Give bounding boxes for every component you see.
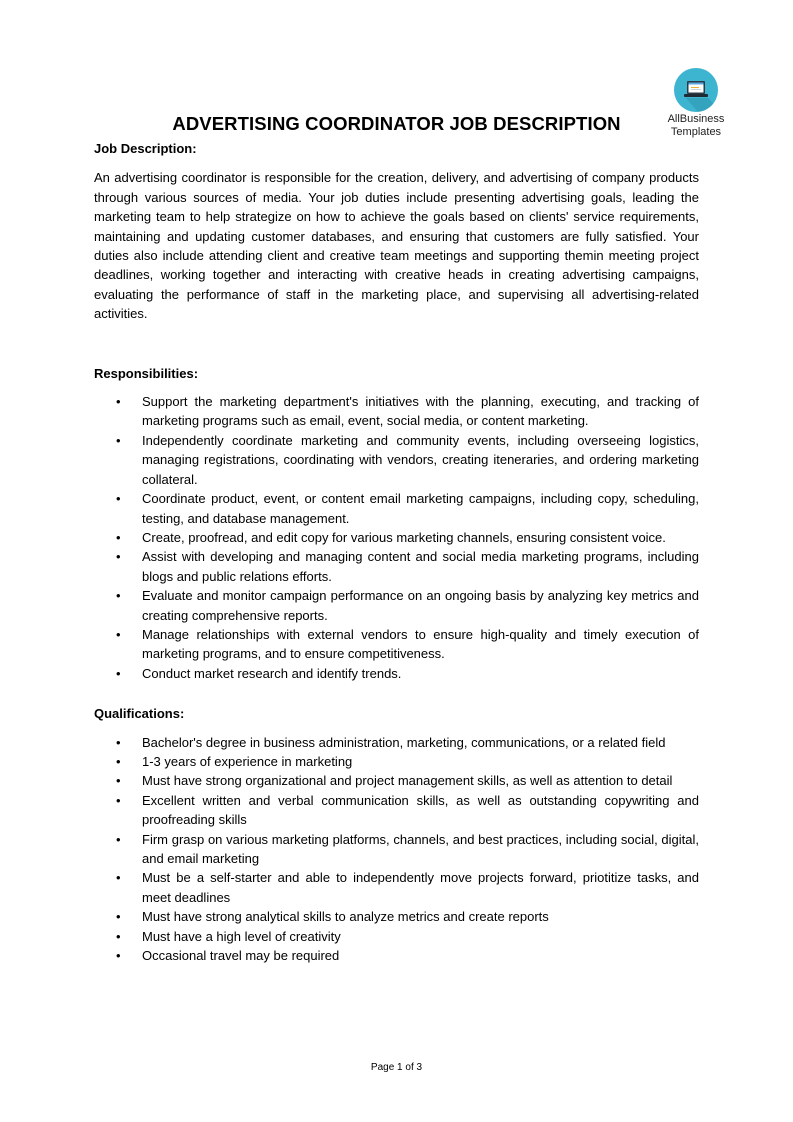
page-footer <box>0 1062 793 1073</box>
list-item: • Support the marketing department's initiatives with the planning, executing, and tracking of marketing programs such as email, event, social media, or content marketing. <box>116 394 699 429</box>
logo-text-line2: Templates <box>670 126 722 138</box>
qualifications-list <box>94 733 699 966</box>
bullet-icon: • <box>116 549 121 565</box>
list-item: • Must have strong organizational and project management skills, as well as attention to detail <box>94 771 699 790</box>
list-item: • Manage relationships with external vendors to ensure high-quality and timely execution of marketing programs, and to ensure competitiveness. <box>116 626 699 662</box>
qualifications-heading: Qualifications: <box>94 706 185 722</box>
list-item: • Independently coordinate marketing and community events, including overseeing logistics, managing registrations, coordinating with vendors, creating iteneraries, and ordering marketing collateral. <box>116 432 699 487</box>
document-body <box>94 139 699 965</box>
job-description-heading: Job Description: <box>94 141 197 156</box>
list-item: • Must be a self-starter and able to independently move projects forward, priotitize tasks, and meet deadlines <box>116 870 699 905</box>
page-number: Page 1 of 3 <box>370 1062 423 1073</box>
list-item: • Bachelor's degree in business administration, marketing, communications, or a related field <box>94 733 699 752</box>
logo-text-line1: AllBusiness <box>667 113 725 125</box>
list-item: • Assist with developing and managing content and social media marketing programs, including blogs and public relations efforts. <box>116 549 699 584</box>
list-item: • Coordinate product, event, or content email marketing campaigns, including copy, scheduling, testing, and database management. <box>116 491 699 526</box>
bullet-icon: • <box>116 831 121 847</box>
list-item: • Create, proofread, and edit copy for various marketing channels, ensuring consistent voice. <box>94 528 699 547</box>
bullet-icon: • <box>116 753 121 769</box>
document-title-text: ADVERTISING COORDINATOR JOB DESCRIPTION <box>172 113 621 134</box>
list-item: • Evaluate and monitor campaign performance on an ongoing basis by analyzing key metrics and creating comprehensive reports. <box>116 588 699 623</box>
bullet-icon: • <box>116 588 121 604</box>
list-item: • 1-3 years of experience in marketing <box>94 752 699 771</box>
list-item: • Must have a high level of creativity <box>94 927 699 946</box>
list-item: • Must have strong analytical skills to analyze metrics and create reports <box>94 907 699 926</box>
list-item: • Conduct market research and identify trends. <box>94 664 699 683</box>
bullet-icon: • <box>116 870 121 886</box>
bullet-icon: • <box>116 928 121 944</box>
responsibilities-heading: Responsibilities: <box>94 365 199 381</box>
bullet-icon: • <box>116 432 121 448</box>
bullet-icon: • <box>116 792 121 808</box>
document-title <box>0 113 793 135</box>
responsibilities-list <box>94 392 699 683</box>
bullet-icon: • <box>116 626 121 642</box>
bullet-icon: • <box>116 529 121 545</box>
bullet-icon: • <box>116 665 121 681</box>
bullet-icon: • <box>116 734 121 750</box>
job-description-paragraph: An advertising coordinator is responsible for the creation, delivery, and advertising of company products through various sources of media. Your job duties include presenting advertising goals, leading the marketing team to help strategize on how to achieve the goals based on clients' service requirements, maintaining and updating customer databases, and ensuring that customers are fully satisfied. Your duties also include attending client and creative team meetings and supporting themin meeting project deadlines, working together and interacting with creative heads in creating advertising campaigns, evaluating the performance of staff in the marketing place, and supervising all advertising-related activities. <box>94 170 699 322</box>
list-item: • Firm grasp on various marketing platforms, channels, and best practices, including social, digital, and email marketing <box>116 831 699 866</box>
bullet-icon: • <box>116 394 121 410</box>
bullet-icon: • <box>116 948 121 964</box>
laptop-icon <box>674 68 718 112</box>
bullet-icon: • <box>116 491 121 507</box>
bullet-icon: • <box>116 909 121 925</box>
list-item: • Excellent written and verbal communication skills, as well as outstanding copywriting and proofreading skills <box>116 792 699 828</box>
bullet-icon: • <box>116 773 121 789</box>
list-item: • Occasional travel may be required <box>94 946 699 965</box>
